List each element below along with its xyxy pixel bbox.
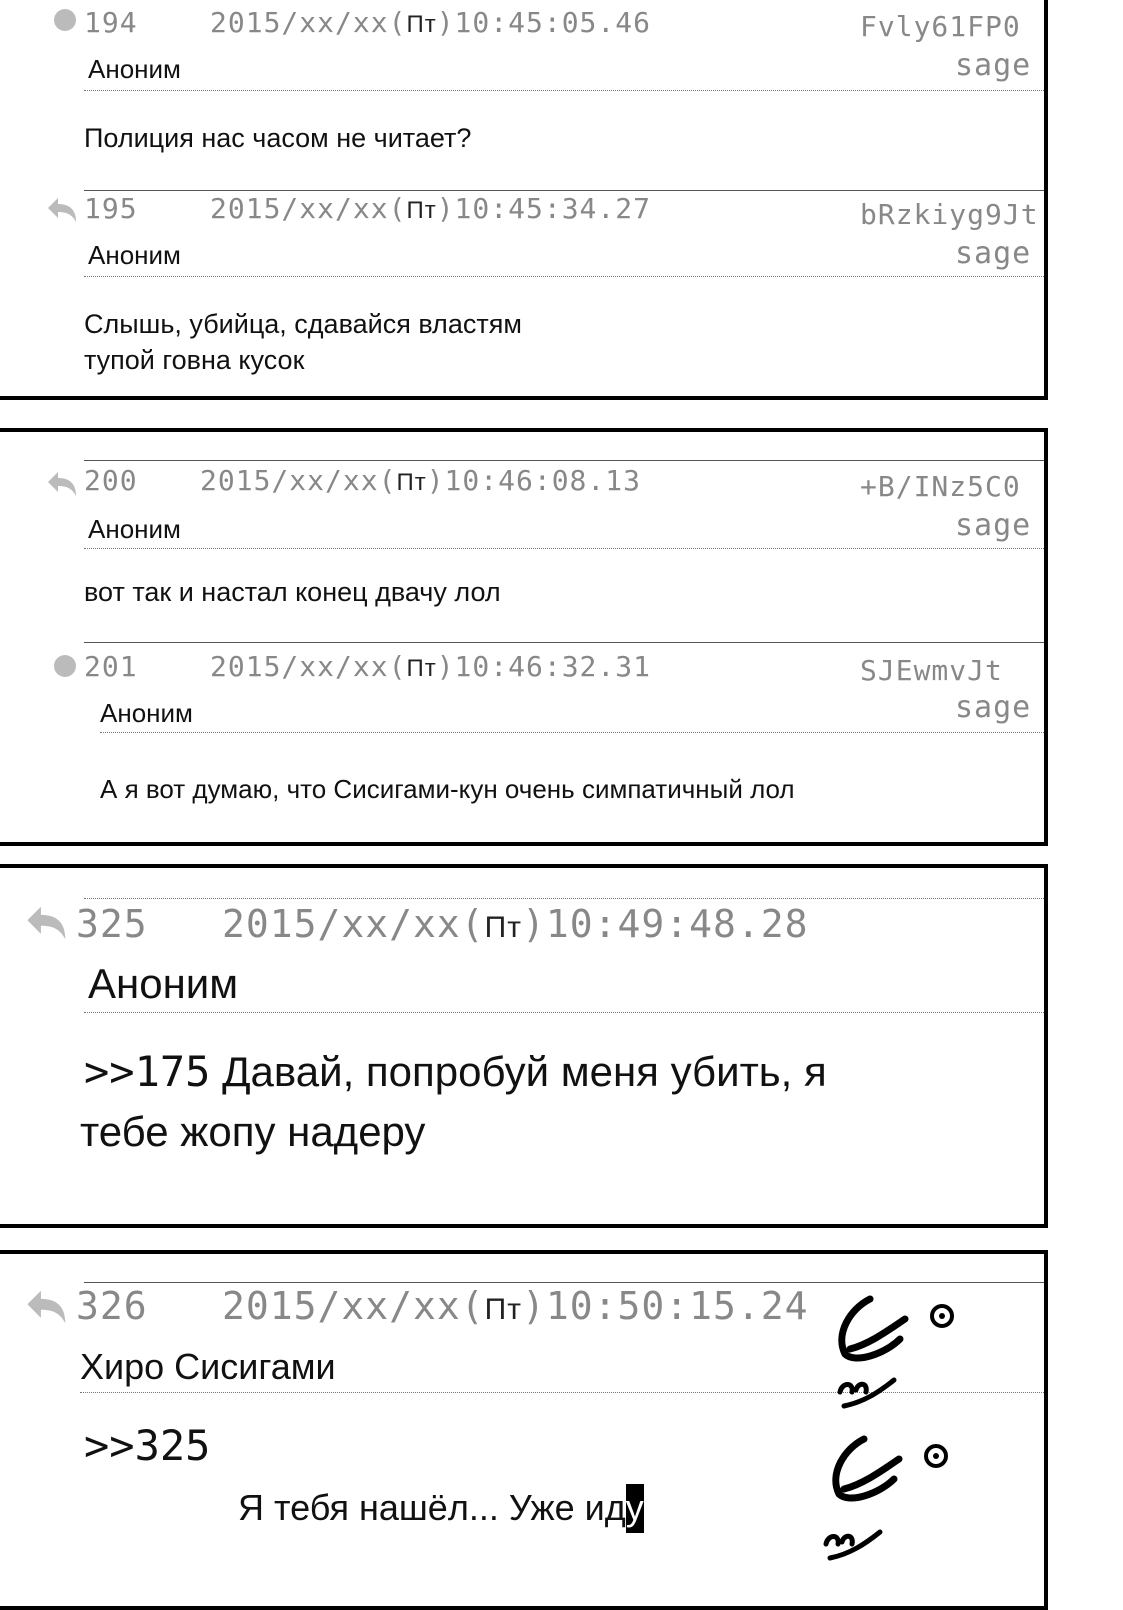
reply-arrow-icon: [22, 904, 68, 942]
sound-effect-drawing: [824, 1434, 964, 1524]
post-number[interactable]: 325: [76, 902, 148, 946]
sage-label: sage: [955, 508, 1032, 543]
poster-id: Fvly61FP0: [860, 10, 1021, 43]
sage-label: sage: [955, 690, 1032, 725]
poster-name: Хиро Сисигами: [80, 1346, 336, 1387]
panel-3: [0, 864, 1048, 1228]
date-text: 2015/xx/xx(: [210, 650, 407, 683]
top-rule: [84, 898, 1044, 899]
date-text: 2015/xx/xx(: [222, 902, 485, 946]
day-text: Пт: [484, 911, 522, 944]
poster-id: +B/INz5C0: [860, 470, 1021, 503]
post-message-line-2: тебе жопу надеру: [80, 1108, 426, 1155]
post-message: Полиция нас часом не читает?: [84, 123, 472, 153]
sage-label: sage: [955, 236, 1032, 271]
message-text: Я тебя нашёл... Уже ид: [238, 1487, 626, 1528]
header-rule: [84, 1012, 1044, 1013]
poster-name: Аноним: [88, 514, 181, 544]
poster-id: bRzkiyg9Jt: [860, 198, 1039, 231]
panel-2: [0, 428, 1048, 846]
highlighted-character: у: [626, 1484, 644, 1533]
time-text: )10:46:32.31: [436, 650, 651, 683]
date-text: 2015/xx/xx(: [210, 192, 407, 225]
day-text: Пт: [406, 197, 437, 224]
header-rule: [84, 548, 1044, 549]
time-text: )10:45:34.27: [436, 192, 651, 225]
post-message: вот так и настал конец двачу лол: [84, 577, 501, 607]
post-date: [210, 650, 651, 683]
sage-label: sage: [955, 48, 1032, 83]
post-number[interactable]: 194: [84, 6, 138, 39]
post-number[interactable]: 200: [84, 464, 138, 497]
time-text: )10:46:08.13: [426, 464, 641, 497]
header-rule: [100, 732, 1044, 733]
post-message-line-1: [84, 1044, 827, 1101]
day-text: Пт: [406, 655, 437, 682]
day-text: Пт: [396, 469, 427, 496]
poster-name: Аноним: [88, 960, 239, 1007]
quote-link[interactable]: >>325: [84, 1421, 211, 1470]
date-text: 2015/xx/xx(: [210, 6, 407, 39]
poster-name: Аноним: [88, 54, 181, 84]
reply-arrow-icon: [44, 470, 78, 498]
post-message-line-1: Слышь, убийца, сдавайся властям: [84, 309, 522, 339]
date-text: 2015/xx/xx(: [222, 1284, 485, 1328]
date-text: 2015/xx/xx(: [200, 464, 397, 497]
post-date: [200, 464, 641, 497]
sound-effect-drawing: [834, 1372, 904, 1416]
post-date: [210, 192, 651, 225]
reply-arrow-icon: [48, 654, 82, 682]
panel-4: [0, 1250, 1048, 1610]
poster-name: Аноним: [100, 698, 193, 728]
post-message-line-2: тупой говна кусок: [84, 345, 305, 375]
post-message: А я вот думаю, что Сисигами-кун очень симпатичный лол: [100, 774, 795, 804]
header-rule: [84, 276, 1044, 277]
quote-link[interactable]: >>175: [84, 1047, 211, 1096]
sound-effect-drawing: [820, 1524, 890, 1568]
reply-arrow-icon: [48, 8, 82, 36]
reply-arrow-icon: [22, 1288, 68, 1326]
post-number[interactable]: 201: [84, 650, 138, 683]
post-number[interactable]: 195: [84, 192, 138, 225]
top-rule: [84, 1282, 1044, 1283]
panel-1: [0, 0, 1048, 400]
post-date: [222, 902, 809, 946]
day-text: Пт: [406, 11, 437, 38]
time-text: )10:50:15.24: [521, 1284, 809, 1328]
sound-effect-drawing: [830, 1294, 970, 1384]
post-date: [210, 6, 651, 39]
header-rule: [84, 90, 1044, 91]
message-text: Давай, попробуй меня убить, я: [222, 1048, 827, 1095]
top-rule: [84, 460, 1044, 461]
day-text: Пт: [484, 1293, 522, 1326]
time-text: )10:45:05.46: [436, 6, 651, 39]
divider: [84, 190, 1044, 191]
divider: [84, 642, 1044, 643]
post-message: [238, 1484, 644, 1533]
reply-arrow-icon: [44, 196, 78, 224]
post-date: [222, 1284, 809, 1328]
post-number[interactable]: 326: [76, 1284, 148, 1328]
poster-name: Аноним: [88, 240, 181, 270]
poster-id: SJEwmvJt: [860, 654, 1003, 687]
time-text: )10:49:48.28: [521, 902, 809, 946]
